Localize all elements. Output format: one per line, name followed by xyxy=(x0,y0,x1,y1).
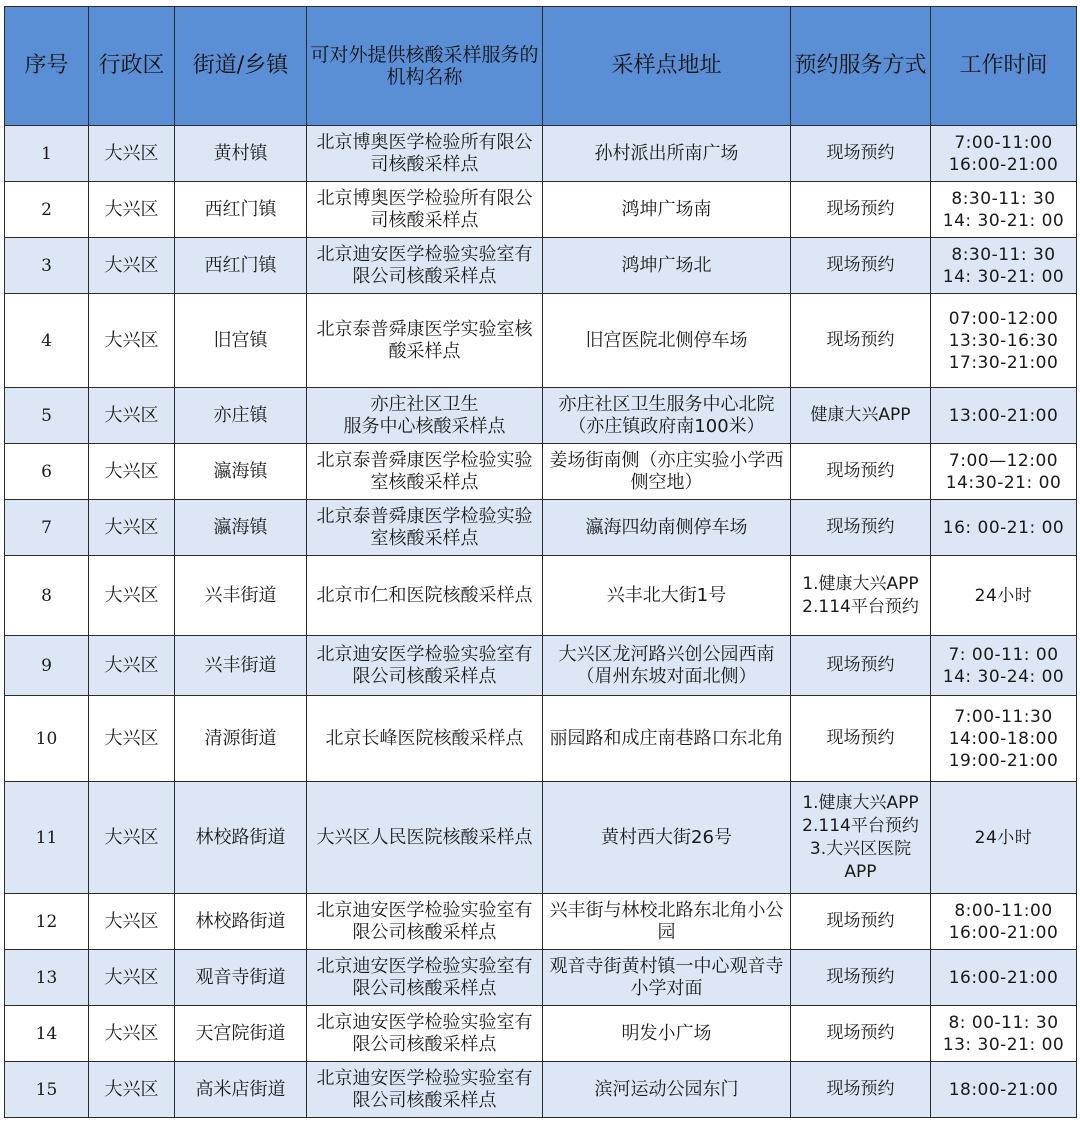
cell-address: 旧宫医院北侧停车场 xyxy=(543,294,791,388)
cell-institution: 北京迪安医学检验实验室有限公司核酸采样点 xyxy=(307,1006,543,1062)
cell-institution: 北京长峰医院核酸采样点 xyxy=(307,696,543,782)
cell-district: 大兴区 xyxy=(89,444,175,500)
cell-hours: 16:00-21:00 xyxy=(931,950,1077,1006)
cell-institution: 北京市仁和医院核酸采样点 xyxy=(307,556,543,636)
cell-booking: 现场预约 xyxy=(791,294,931,388)
cell-index: 11 xyxy=(5,782,89,894)
cell-address: 滨河运动公园东门 xyxy=(543,1062,791,1118)
cell-district: 大兴区 xyxy=(89,894,175,950)
cell-booking: 健康大兴APP xyxy=(791,388,931,444)
cell-institution: 亦庄社区卫生 服务中心核酸采样点 xyxy=(307,388,543,444)
cell-street: 旧宫镇 xyxy=(175,294,307,388)
cell-hours: 18:00-21:00 xyxy=(931,1062,1077,1118)
cell-address: 观音寺街黄村镇一中心观音寺小学对面 xyxy=(543,950,791,1006)
cell-booking: 现场预约 xyxy=(791,126,931,182)
cell-index: 10 xyxy=(5,696,89,782)
header-booking: 预约服务方式 xyxy=(791,7,931,126)
cell-street: 清源街道 xyxy=(175,696,307,782)
cell-institution: 北京迪安医学检验实验室有限公司核酸采样点 xyxy=(307,1062,543,1118)
cell-hours: 8:30-11: 30 14: 30-21: 00 xyxy=(931,182,1077,238)
cell-street: 天宫院街道 xyxy=(175,1006,307,1062)
cell-district: 大兴区 xyxy=(89,636,175,696)
cell-hours: 7:00-11:30 14:00-18:00 19:00-21:00 xyxy=(931,696,1077,782)
cell-index: 5 xyxy=(5,388,89,444)
cell-address: 明发小广场 xyxy=(543,1006,791,1062)
cell-institution: 北京博奥医学检验所有限公司核酸采样点 xyxy=(307,182,543,238)
cell-address: 瀛海四幼南侧停车场 xyxy=(543,500,791,556)
table-row xyxy=(5,500,1077,556)
cell-booking: 1.健康大兴APP 2.114平台预约 3.大兴区医院 APP xyxy=(791,782,931,894)
cell-index: 1 xyxy=(5,126,89,182)
sampling-sites-document xyxy=(4,6,1076,1118)
cell-street: 高米店街道 xyxy=(175,1062,307,1118)
cell-institution: 北京迪安医学检验实验室有限公司核酸采样点 xyxy=(307,636,543,696)
cell-address: 亦庄社区卫生服务中心北院 （亦庄镇政府南100米） xyxy=(543,388,791,444)
table-row xyxy=(5,556,1077,636)
cell-street: 西红门镇 xyxy=(175,238,307,294)
table-row xyxy=(5,294,1077,388)
header-district: 行政区 xyxy=(89,7,175,126)
cell-booking: 现场预约 xyxy=(791,950,931,1006)
header-street: 街道/乡镇 xyxy=(175,7,307,126)
cell-booking: 1.健康大兴APP 2.114平台预约 xyxy=(791,556,931,636)
cell-booking: 现场预约 xyxy=(791,1006,931,1062)
cell-institution: 北京泰普舜康医学实验室核酸采样点 xyxy=(307,294,543,388)
table-row xyxy=(5,782,1077,894)
cell-index: 8 xyxy=(5,556,89,636)
table-row xyxy=(5,894,1077,950)
cell-street: 观音寺街道 xyxy=(175,950,307,1006)
cell-institution: 北京迪安医学检验实验室有限公司核酸采样点 xyxy=(307,894,543,950)
table-row xyxy=(5,444,1077,500)
table-row xyxy=(5,696,1077,782)
cell-hours: 8: 00-11: 30 13: 30-21: 00 xyxy=(931,1006,1077,1062)
header-hours: 工作时间 xyxy=(931,7,1077,126)
cell-street: 瀛海镇 xyxy=(175,500,307,556)
cell-index: 3 xyxy=(5,238,89,294)
cell-district: 大兴区 xyxy=(89,1006,175,1062)
cell-street: 林校路街道 xyxy=(175,894,307,950)
cell-index: 13 xyxy=(5,950,89,1006)
cell-district: 大兴区 xyxy=(89,950,175,1006)
cell-index: 9 xyxy=(5,636,89,696)
cell-district: 大兴区 xyxy=(89,294,175,388)
cell-institution: 大兴区人民医院核酸采样点 xyxy=(307,782,543,894)
cell-district: 大兴区 xyxy=(89,182,175,238)
cell-address: 黄村西大街26号 xyxy=(543,782,791,894)
cell-institution: 北京泰普舜康医学检验实验室核酸采样点 xyxy=(307,500,543,556)
table-row xyxy=(5,388,1077,444)
cell-street: 林校路街道 xyxy=(175,782,307,894)
cell-index: 2 xyxy=(5,182,89,238)
table-row xyxy=(5,636,1077,696)
table-row xyxy=(5,950,1077,1006)
cell-index: 12 xyxy=(5,894,89,950)
cell-street: 黄村镇 xyxy=(175,126,307,182)
table-header-row xyxy=(5,7,1077,126)
header-index: 序号 xyxy=(5,7,89,126)
cell-street: 亦庄镇 xyxy=(175,388,307,444)
cell-district: 大兴区 xyxy=(89,782,175,894)
cell-institution: 北京迪安医学检验实验室有限公司核酸采样点 xyxy=(307,950,543,1006)
cell-hours: 07:00-12:00 13:30-16:30 17:30-21:00 xyxy=(931,294,1077,388)
table-row xyxy=(5,238,1077,294)
cell-booking: 现场预约 xyxy=(791,636,931,696)
sampling-sites-table xyxy=(4,6,1077,1118)
header-institution: 可对外提供核酸采样服务的机构名称 xyxy=(307,7,543,126)
cell-index: 6 xyxy=(5,444,89,500)
cell-district: 大兴区 xyxy=(89,126,175,182)
cell-address: 孙村派出所南广场 xyxy=(543,126,791,182)
cell-district: 大兴区 xyxy=(89,696,175,782)
cell-address: 兴丰北大街1号 xyxy=(543,556,791,636)
cell-booking: 现场预约 xyxy=(791,500,931,556)
cell-district: 大兴区 xyxy=(89,1062,175,1118)
table-row xyxy=(5,1062,1077,1118)
cell-index: 4 xyxy=(5,294,89,388)
cell-district: 大兴区 xyxy=(89,388,175,444)
cell-hours: 7: 00-11: 00 14: 30-24: 00 xyxy=(931,636,1077,696)
cell-booking: 现场预约 xyxy=(791,238,931,294)
cell-index: 7 xyxy=(5,500,89,556)
cell-street: 兴丰街道 xyxy=(175,556,307,636)
table-row xyxy=(5,126,1077,182)
cell-address: 鸿坤广场南 xyxy=(543,182,791,238)
cell-street: 西红门镇 xyxy=(175,182,307,238)
cell-booking: 现场预约 xyxy=(791,1062,931,1118)
table-row xyxy=(5,1006,1077,1062)
cell-district: 大兴区 xyxy=(89,238,175,294)
cell-hours: 24小时 xyxy=(931,556,1077,636)
cell-booking: 现场预约 xyxy=(791,182,931,238)
cell-address: 丽园路和成庄南巷路口东北角 xyxy=(543,696,791,782)
cell-hours: 8:00-11:00 16:00-21:00 xyxy=(931,894,1077,950)
cell-address: 大兴区龙河路兴创公园西南 （眉州东坡对面北侧） xyxy=(543,636,791,696)
cell-street: 瀛海镇 xyxy=(175,444,307,500)
cell-hours: 24小时 xyxy=(931,782,1077,894)
cell-hours: 8:30-11: 30 14: 30-21: 00 xyxy=(931,238,1077,294)
header-address: 采样点地址 xyxy=(543,7,791,126)
cell-booking: 现场预约 xyxy=(791,696,931,782)
cell-institution: 北京泰普舜康医学检验实验室核酸采样点 xyxy=(307,444,543,500)
cell-hours: 7:00-11:00 16:00-21:00 xyxy=(931,126,1077,182)
cell-institution: 北京博奥医学检验所有限公司核酸采样点 xyxy=(307,126,543,182)
cell-hours: 7:00—12:00 14:30-21: 00 xyxy=(931,444,1077,500)
cell-index: 14 xyxy=(5,1006,89,1062)
cell-address: 兴丰街与林校北路东北角小公园 xyxy=(543,894,791,950)
cell-district: 大兴区 xyxy=(89,500,175,556)
cell-institution: 北京迪安医学检验实验室有限公司核酸采样点 xyxy=(307,238,543,294)
table-body xyxy=(5,126,1077,1118)
cell-street: 兴丰街道 xyxy=(175,636,307,696)
cell-address: 姜场街南侧（亦庄实验小学西侧空地） xyxy=(543,444,791,500)
cell-address: 鸿坤广场北 xyxy=(543,238,791,294)
cell-hours: 13:00-21:00 xyxy=(931,388,1077,444)
cell-booking: 现场预约 xyxy=(791,894,931,950)
cell-index: 15 xyxy=(5,1062,89,1118)
cell-hours: 16: 00-21: 00 xyxy=(931,500,1077,556)
cell-booking: 现场预约 xyxy=(791,444,931,500)
cell-district: 大兴区 xyxy=(89,556,175,636)
table-row xyxy=(5,182,1077,238)
